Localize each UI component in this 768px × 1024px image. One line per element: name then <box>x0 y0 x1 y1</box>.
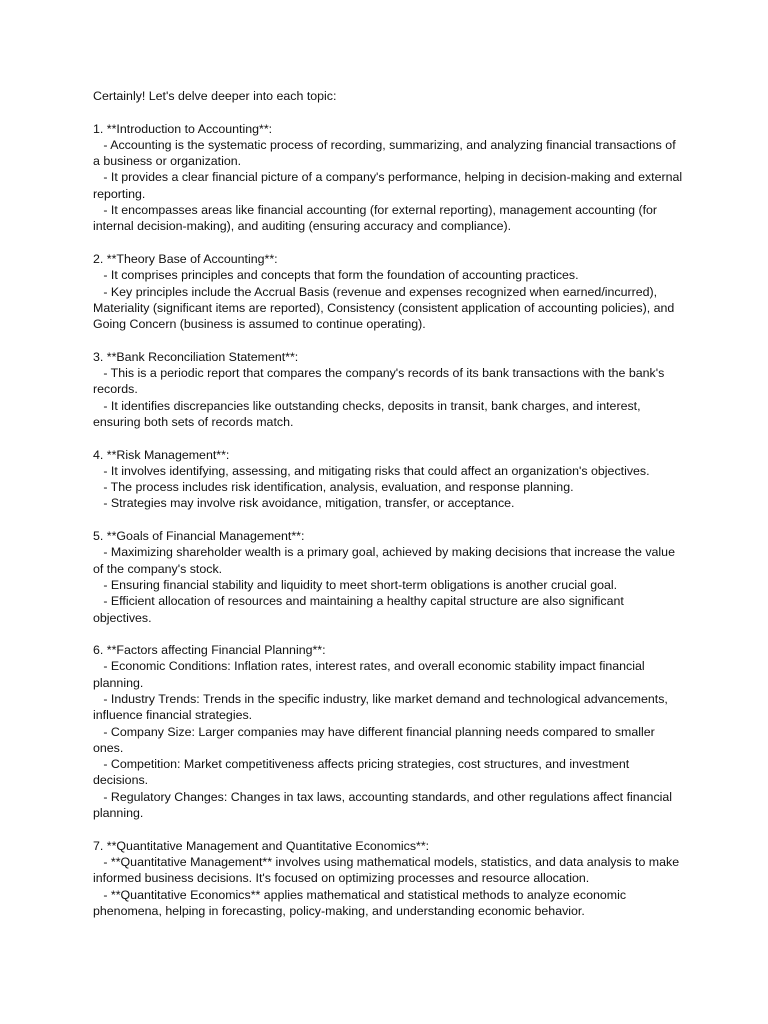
section-heading: 3. **Bank Reconciliation Statement**: <box>93 349 299 364</box>
section-heading: 6. **Factors affecting Financial Planning**: <box>93 643 326 658</box>
bullet-point: - **Quantitative Economics** applies mathematical and statistical methods to analyze economic phenomena, helping in forecasting, policy-making, and understanding economic behavior. <box>93 887 627 918</box>
section-introduction-to-accounting <box>93 121 683 235</box>
section-heading: 2. **Theory Base of Accounting**: <box>93 251 278 266</box>
section-goals-of-financial-management <box>93 528 683 626</box>
bullet-point: - **Quantitative Management** involves using mathematical models, statistics, and data analysis to make informed business decisions. It's focused on optimizing processes and resource allocation. <box>93 854 680 886</box>
bullet-point: - Regulatory Changes: Changes in tax laws, accounting standards, and other regulations affect financial planning. <box>93 789 673 821</box>
section-bank-reconciliation-statement <box>93 349 683 430</box>
bullet-point: - This is a periodic report that compares the company's records of its bank transactions with the bank's records. <box>93 366 665 397</box>
intro-text: Certainly! Let's delve deeper into each topic: <box>93 89 337 103</box>
bullet-point: - Key principles include the Accrual Basis (revenue and expenses recognized when earned/incurred), Materiality (significant items are reported), Consistency (consistent application of accounting policies), and Going Concern (business is assumed to continue operating). <box>93 284 675 332</box>
bullet-point: - Strategies may involve risk avoidance, mitigation, transfer, or acceptance. <box>103 496 515 511</box>
section-heading: 1. **Introduction to Accounting**: <box>93 121 273 136</box>
bullet-point: - Industry Trends: Trends in the specific industry, like market demand and technological advancements, influence financial strategies. <box>93 691 668 723</box>
bullet-point: - It provides a clear financial picture of a company's performance, helping in decision-making and external reporting. <box>93 170 683 201</box>
bullet-point: - Economic Conditions: Inflation rates, interest rates, and overall economic stability impact financial planning. <box>93 659 645 690</box>
section-heading: 4. **Risk Management**: <box>93 447 230 462</box>
section-quantitative-management-and-economics <box>93 838 683 919</box>
bullet-point: - It comprises principles and concepts that form the foundation of accounting practices. <box>103 268 579 283</box>
bullet-point: - The process includes risk identification, analysis, evaluation, and response planning. <box>103 480 574 495</box>
bullet-point: - Efficient allocation of resources and maintaining a healthy capital structure are also significant objectives. <box>93 594 624 625</box>
section-heading: 7. **Quantitative Management and Quantitative Economics**: <box>93 838 430 853</box>
section-factors-affecting-financial-planning <box>93 642 683 821</box>
bullet-point: - Maximizing shareholder wealth is a primary goal, achieved by making decisions that increase the value of the company's stock. <box>93 545 675 576</box>
section-heading: 5. **Goals of Financial Management**: <box>93 529 305 544</box>
section-risk-management <box>93 447 683 512</box>
bullet-point: - Competition: Market competitiveness affects pricing strategies, cost structures, and investment decisions. <box>93 757 630 788</box>
bullet-point: - It involves identifying, assessing, and mitigating risks that could affect an organization's objectives. <box>103 463 650 478</box>
bullet-point: - It encompasses areas like financial accounting (for external reporting), management accounting (for internal decision-making), and auditing (ensuring accuracy and compliance). <box>93 203 658 234</box>
bullet-point: - Company Size: Larger companies may have different financial planning needs compared to smaller ones. <box>93 724 655 755</box>
bullet-point: - Accounting is the systematic process of recording, summarizing, and analyzing financial transactions of a business or organization. <box>93 137 676 169</box>
section-theory-base-of-accounting <box>93 251 683 332</box>
bullet-point: - Ensuring financial stability and liquidity to meet short-term obligations is another crucial goal. <box>103 577 618 592</box>
document-page <box>93 88 683 919</box>
bullet-point: - It identifies discrepancies like outstanding checks, deposits in transit, bank charges, and interest, ensuring both sets of records match. <box>93 398 641 429</box>
